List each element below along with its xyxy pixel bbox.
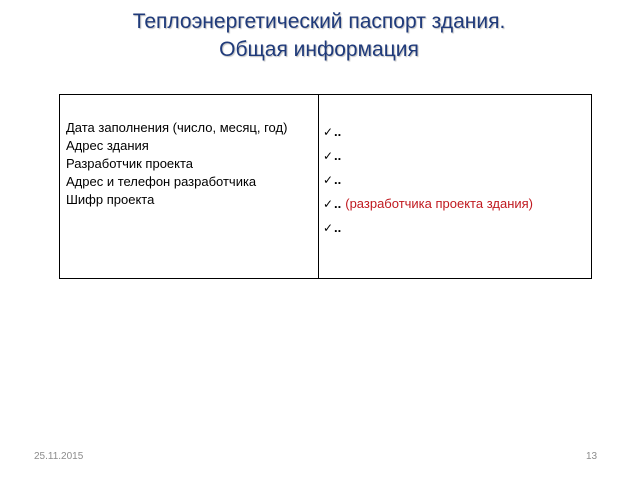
info-table-labels-column <box>60 95 319 278</box>
value-row-2 <box>323 144 585 168</box>
value-note: (разработчика проекта здания) <box>345 196 534 211</box>
value-placeholder: .. <box>334 196 342 211</box>
checkmark-icon: ✓ <box>323 125 334 139</box>
checkmark-icon: ✓ <box>323 173 334 187</box>
slide-title <box>0 8 638 64</box>
checkmark-icon: ✓ <box>323 197 334 211</box>
footer-date: 25.11.2015 <box>34 451 84 462</box>
label-fill-date: Дата заполнения (число, месяц, год) <box>66 120 288 135</box>
slide-title-line-1: Теплоэнергетический паспорт здания. <box>132 10 506 33</box>
value-placeholder: .. <box>334 124 342 139</box>
label-project-code: Шифр проекта <box>66 192 155 207</box>
info-table <box>59 94 592 279</box>
label-developer-contacts: Адрес и телефон разработчика <box>66 174 257 189</box>
page-number: 13 <box>586 451 598 462</box>
value-placeholder: .. <box>334 220 342 235</box>
checkmark-icon: ✓ <box>323 221 334 235</box>
checkmark-icon: ✓ <box>323 149 334 163</box>
value-row-3 <box>323 168 585 192</box>
value-placeholder: .. <box>334 148 342 163</box>
slide-title-line-2: Общая информация <box>219 38 419 61</box>
value-placeholder: .. <box>334 172 342 187</box>
info-table-values-column <box>319 95 591 278</box>
label-building-address: Адрес здания <box>66 138 149 153</box>
value-row-5 <box>323 216 585 240</box>
label-project-developer: Разработчик проекта <box>66 156 194 171</box>
value-row-1 <box>323 120 585 144</box>
value-row-4 <box>323 192 585 216</box>
